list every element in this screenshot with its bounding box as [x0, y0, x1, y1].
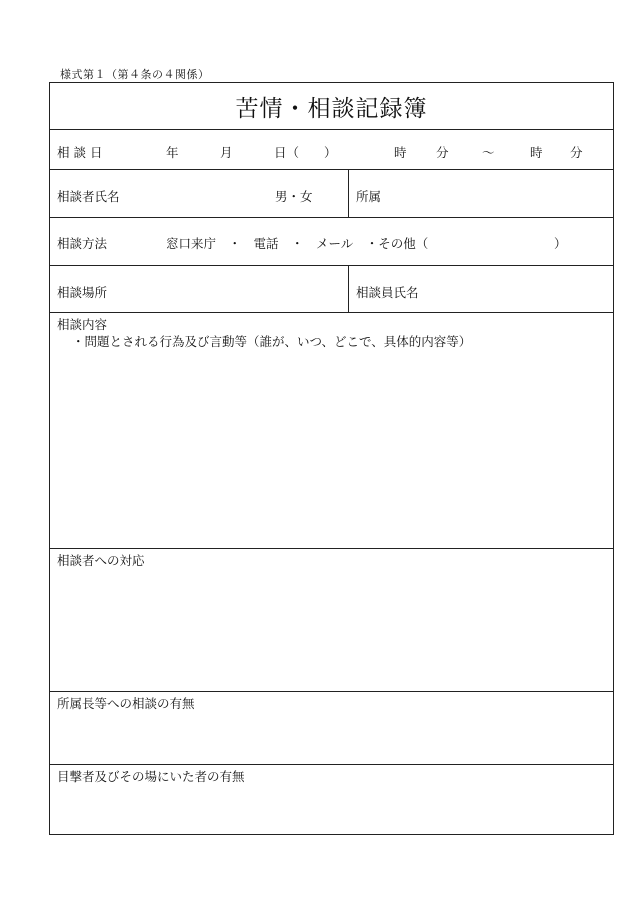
- day-label: 日（ ）: [274, 145, 337, 160]
- start-minute-label: 分: [436, 145, 449, 160]
- date-label: 相 談 日: [57, 145, 103, 160]
- gender-options: 男・女: [275, 189, 313, 204]
- end-minute-label: 分: [570, 145, 583, 160]
- method-row: [50, 218, 613, 266]
- form-identifier: 様式第１（第４条の４関係）: [60, 68, 210, 81]
- witness-label: 目撃者及びその場にいた者の有無: [57, 769, 245, 784]
- end-hour-label: 時: [530, 145, 543, 160]
- staff-cell: [348, 266, 613, 312]
- manager-row: [50, 692, 613, 765]
- place-row: [50, 266, 613, 313]
- record-sheet: [49, 82, 614, 835]
- year-label: 年: [166, 145, 179, 160]
- method-options: 窓口来庁 ・ 電話 ・ メール ・その他（: [166, 236, 429, 251]
- witness-row: [50, 765, 613, 834]
- consulter-name-label: 相談者氏名: [57, 189, 120, 204]
- date-row: [50, 130, 613, 170]
- place-cell: [50, 266, 348, 312]
- range-tilde: ～: [482, 145, 495, 160]
- content-row: [50, 313, 613, 549]
- content-label: 相談内容: [57, 317, 108, 332]
- start-hour-label: 時: [394, 145, 407, 160]
- manager-label: 所属長等への相談の有無: [57, 696, 195, 711]
- place-label: 相談場所: [57, 285, 108, 300]
- affiliation-cell: [348, 170, 613, 217]
- content-note: ・問題とされる行為及び言動等（誰が、いつ、どこで、具体的内容等）: [72, 334, 472, 349]
- response-row: [50, 549, 613, 692]
- title-row: [50, 83, 613, 130]
- consulter-name-cell: [50, 170, 348, 217]
- staff-name-label: 相談員氏名: [356, 285, 419, 300]
- page-title: 苦情・相談記録簿: [235, 96, 428, 122]
- affiliation-label: 所属: [356, 189, 382, 204]
- method-label: 相談方法: [57, 236, 108, 251]
- month-label: 月: [220, 145, 233, 160]
- consulter-row: [50, 170, 613, 218]
- response-label: 相談者への対応: [57, 553, 145, 568]
- method-close-paren: ）: [554, 236, 567, 251]
